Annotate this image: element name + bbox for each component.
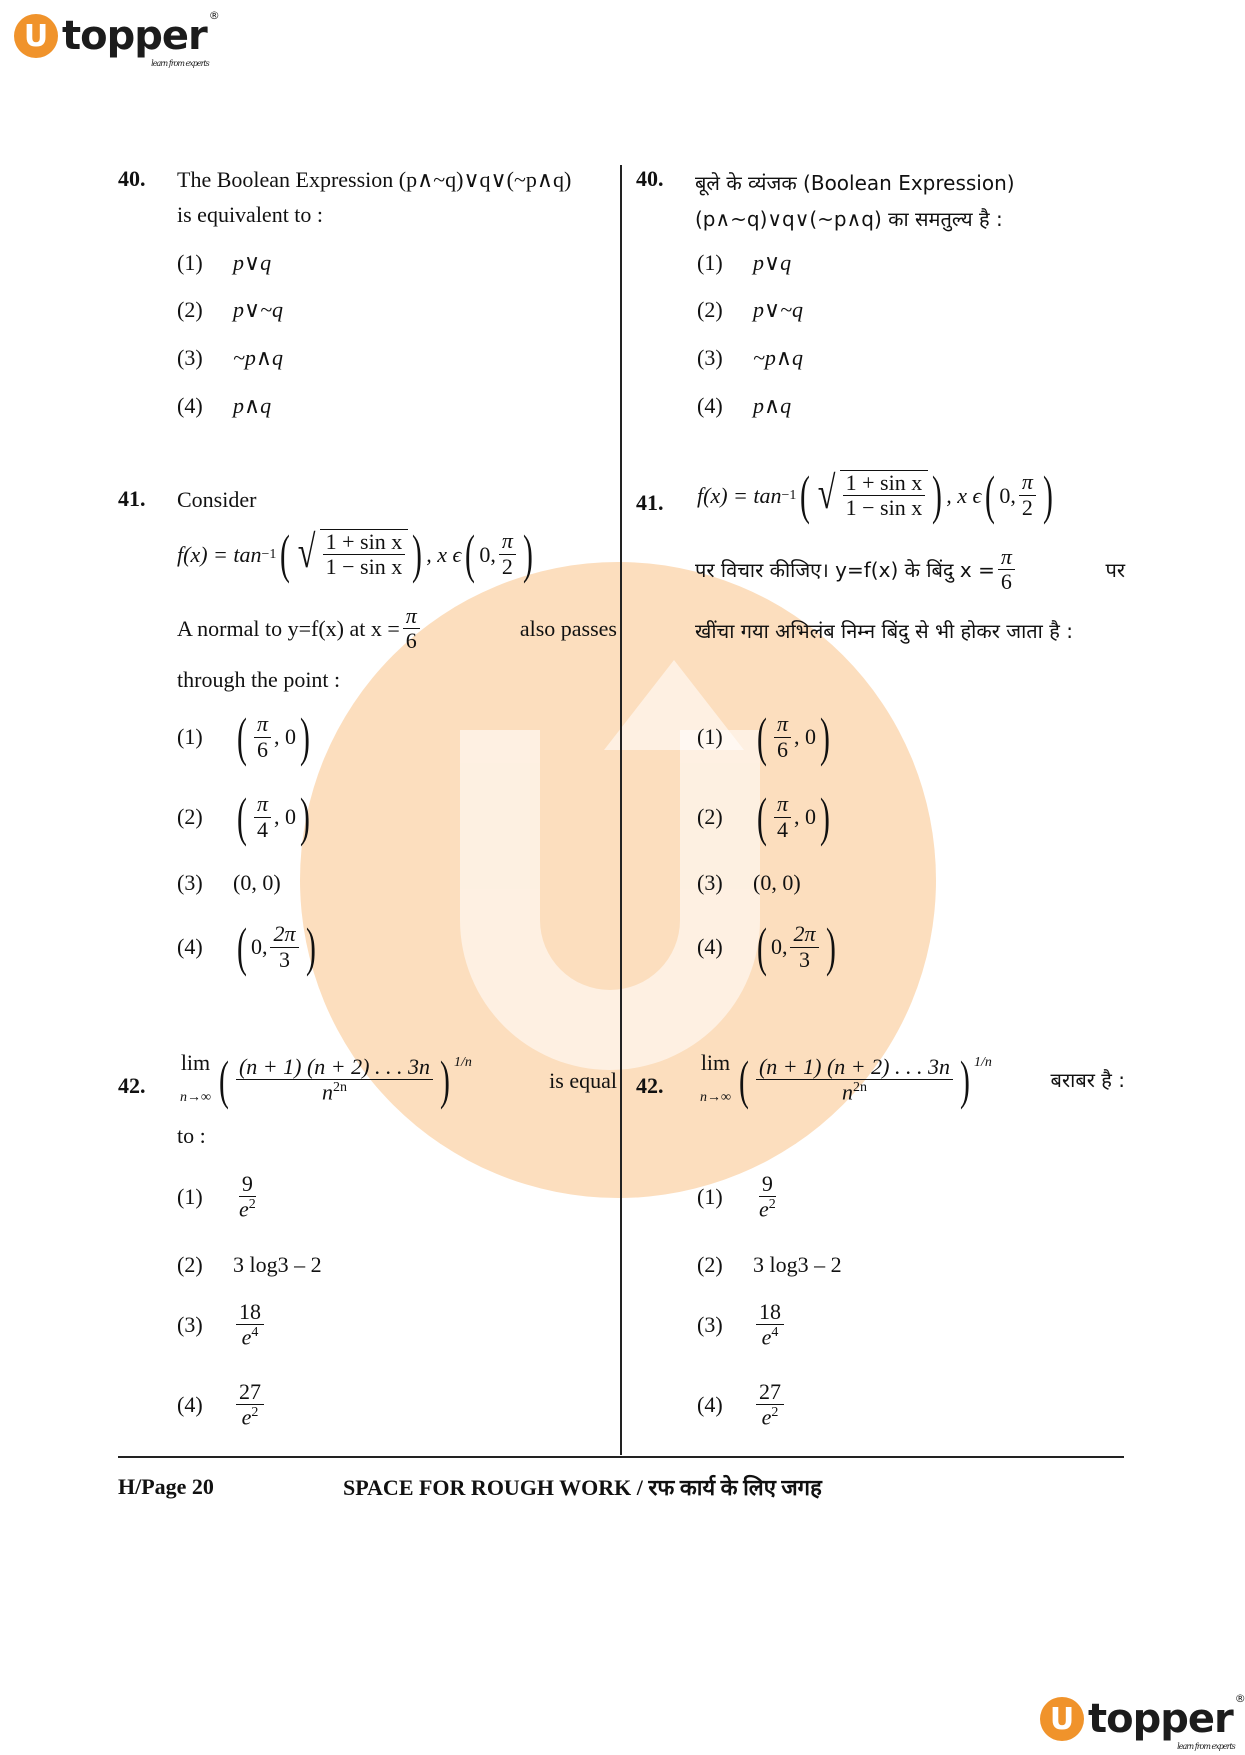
right-paren: ) [412,524,423,584]
q40-number-hi: 40. [636,166,664,191]
opt-den: e [761,1324,772,1350]
also-passes: also passes [519,616,617,642]
domain-left-paren: ( [465,524,476,584]
q40-hi-line2: (p∧~q)∨q∨(~p∧q) का समतुल्य है : [695,207,1003,231]
option-number: (2) [177,804,203,829]
x-den: 6 [1000,569,1012,595]
opt-num: π [254,712,271,737]
opt-head: 0, [770,934,788,959]
q40-hi-option-4[interactable] [697,393,791,419]
opt-num: π [774,792,791,817]
paren-open: ( [757,787,767,847]
limit-left-paren: ( [739,1050,749,1110]
paren-close: ) [305,917,316,977]
limit-denominator-sup: 2n [332,1080,347,1096]
option-number: (4) [177,1391,203,1417]
opt-num: 9 [239,1172,256,1197]
option-number: (1) [697,250,723,275]
option-number: (3) [697,345,723,370]
opt-tail: , 0 [274,724,297,749]
logo-badge-icon: U [1040,1697,1084,1741]
option-number: (4) [177,934,203,959]
q41-option-4[interactable] [177,917,320,977]
opt-den: e [241,1324,252,1350]
q40-number-en: 40. [118,166,146,191]
opt-den-sup: 2 [248,1197,256,1213]
opt-den: e [241,1404,252,1430]
domain-start: 0, [999,482,1016,508]
logo-reg: ® [1234,1692,1245,1705]
q41-hi-option-4[interactable] [697,917,840,977]
q41-hi-line-b: खींचा गया अभिलंब निम्न बिंदु से भी होकर जाता है : [695,619,1073,643]
option-number: (3) [177,345,203,370]
q42-option-1[interactable] [177,1172,262,1222]
q42-to: to : [177,1123,206,1148]
paren-close: ) [300,787,310,847]
option-text: 3 log3 – 2 [233,1252,322,1277]
q41-function-en [177,524,537,584]
paren-open: ( [237,787,247,847]
opt-num: 2π [790,922,818,947]
paren-close: ) [820,707,830,767]
option-number: (3) [177,1311,203,1337]
func-sup: −1 [781,487,797,503]
opt-den: 3 [279,946,290,972]
lim-label: lim [180,1050,211,1075]
q40-line1: The Boolean Expression (p∧~q)∨q∨(~p∧q) [177,167,572,192]
domain-prefix: , x ϵ [946,482,982,508]
logo-name: topper [62,13,207,59]
opt-num: π [774,712,791,737]
q41-lead: Consider [177,487,257,512]
q41-hi-line-a [695,545,1125,594]
opt-den: e [761,1404,772,1430]
q40-option-4[interactable] [177,393,271,419]
q40-text-hi [695,165,1125,237]
logo-badge-icon: U [14,14,58,58]
sqrt-denominator: 1 − sin x [325,554,403,579]
option-text: p∨q [233,250,272,275]
right-paren: ) [932,465,943,525]
opt-num: π [254,792,271,817]
opt-den-sup: 2 [768,1197,776,1213]
limit-numerator: (n + 1) (n + 2) . . . 3n [756,1055,953,1080]
page-number: H/Page 20 [118,1474,214,1499]
q42-number-en: 42. [118,1073,146,1098]
domain-start: 0, [479,541,496,567]
option-text: p∧q [233,393,272,418]
option-number: (2) [177,297,203,322]
left-paren: ( [280,524,291,584]
option-number: (1) [177,724,203,749]
option-number: (2) [177,1252,203,1277]
domain-right-paren: ) [522,524,533,584]
option-text: p∨q [753,250,792,275]
domain-pi: π [1019,470,1036,495]
q42-option-2[interactable] [177,1252,322,1278]
column-divider [620,165,622,1455]
opt-den: 4 [777,816,788,842]
func-label: f(x) = tan [697,482,782,508]
opt-num: 27 [236,1380,264,1405]
option-number: (2) [697,297,723,322]
func-label: f(x) = tan [177,541,262,567]
opt-den: e [759,1196,769,1222]
opt-num: 18 [756,1300,784,1325]
q40-text-en [177,162,617,232]
paren-close: ) [825,917,836,977]
logo-wordmark [62,9,219,68]
option-text: p∧q [753,393,792,418]
q42-hi-option-4[interactable] [697,1380,787,1430]
watermark-u-shape [460,730,760,1070]
paren-open: ( [237,707,247,767]
is-equal: is equal [549,1067,617,1093]
hi-line-a-text: पर विचार कीजिए। y=f(x) के बिंदु x = [695,558,995,583]
q41-number-hi: 41. [636,490,664,515]
opt-tail: , 0 [274,804,297,829]
domain-pi: π [499,529,516,554]
x-den: 6 [405,628,417,654]
sqrt-numerator: 1 + sin x [843,471,926,496]
logo-wordmark [1088,1692,1245,1751]
brand-logo-bottom [1040,1692,1245,1751]
option-text: ~p∧q [233,345,284,370]
opt-den: 6 [257,736,268,762]
lim-label: lim [700,1050,731,1075]
option-number: (1) [697,1183,723,1209]
opt-den: 3 [799,946,810,972]
logo-reg: ® [208,9,219,22]
option-number: (3) [177,870,203,895]
limit-denominator: n [321,1079,333,1105]
limit-denominator-sup: 2n [852,1080,867,1096]
logo-tagline: learn from experts [151,59,209,68]
q40-option-3[interactable] [177,345,283,371]
q40-hi-option-2[interactable] [697,297,803,323]
x-num: π [998,545,1015,570]
option-text: 3 log3 – 2 [753,1252,842,1277]
option-number: (1) [177,250,203,275]
limit-right-paren: ) [960,1050,970,1110]
q41-option-2[interactable] [177,787,314,847]
sqrt-expression [814,466,928,520]
q41-function-hi [697,465,1057,525]
opt-den-sup: 4 [251,1325,259,1341]
limit-left-paren: ( [219,1050,229,1110]
normal-text: A normal to y=f(x) at x = [177,616,400,642]
q41-hi-option-1[interactable] [697,707,834,767]
rough-work-label: SPACE FOR ROUGH WORK / रफ कार्य के लिए जगह [343,1475,822,1500]
opt-tail: , 0 [794,804,817,829]
func-sup: −1 [261,546,277,562]
q42-option-3[interactable] [177,1300,267,1350]
opt-num: 2π [270,922,298,947]
opt-num: 18 [236,1300,264,1325]
paren-close: ) [300,707,310,767]
sqrt-expression [294,525,408,579]
option-text: (0, 0) [233,870,281,895]
opt-num: 9 [759,1172,776,1197]
q40-option-1[interactable] [177,250,271,276]
q42-hi-option-3[interactable] [697,1300,787,1350]
limit-right-paren: ) [440,1050,450,1110]
lim-sub: n→∞ [180,1090,211,1105]
hi-line-a-tail: पर [1105,558,1125,583]
q42-option-4[interactable] [177,1380,267,1430]
domain-right-paren: ) [1042,465,1053,525]
option-number: (4) [177,393,203,418]
left-paren: ( [800,465,811,525]
logo-name: topper [1088,1696,1233,1742]
domain-two: 2 [501,553,513,579]
sqrt-denominator: 1 − sin x [845,495,923,520]
q40-hi-option-3[interactable] [697,345,803,371]
opt-den-sup: 4 [771,1325,779,1341]
q41-normal-line [177,604,617,653]
paren-close: ) [820,787,830,847]
q41-number-en: 41. [118,486,146,511]
option-number: (4) [697,393,723,418]
q41-hi-option-3[interactable] [697,870,801,896]
brand-logo-top [14,9,219,68]
radical-sign: √ [818,466,836,518]
paren-open: ( [757,917,767,977]
logo-tagline: learn from experts [1177,1742,1235,1751]
q41-hi-option-2[interactable] [697,787,834,847]
radical-sign: √ [298,525,316,577]
option-text: p∨~q [233,297,284,322]
q42-limit-en [180,1045,617,1115]
limit-power: 1/n [973,1055,992,1070]
opt-den: 4 [257,816,268,842]
q41-option-1[interactable] [177,707,314,767]
opt-tail: , 0 [794,724,817,749]
opt-head: 0, [250,934,268,959]
lim-sub: n→∞ [700,1090,731,1105]
opt-den: 6 [777,736,788,762]
footer-rule [118,1456,1124,1458]
sqrt-numerator: 1 + sin x [323,530,406,555]
option-text: (0, 0) [753,870,801,895]
q42-hi-option-1[interactable] [697,1172,782,1222]
q42-hi-option-2[interactable] [697,1252,842,1278]
hi-barabar: बराबर है : [1050,1067,1125,1092]
option-number: (4) [697,934,723,959]
domain-prefix: , x ϵ [426,541,462,567]
q40-hi-line1: बूले के व्यंजक (Boolean Expression) [695,171,1015,195]
q40-hi-option-1[interactable] [697,250,791,276]
q40-line2: is equivalent to : [177,202,324,227]
q41-option-3[interactable] [177,870,281,896]
opt-den-sup: 2 [771,1405,779,1421]
option-number: (1) [177,1183,203,1209]
limit-numerator: (n + 1) (n + 2) . . . 3n [236,1055,433,1080]
option-number: (1) [697,724,723,749]
q40-option-2[interactable] [177,297,283,323]
q42-limit-hi [700,1045,1125,1115]
q42-number-hi: 42. [636,1073,664,1098]
domain-two: 2 [1021,494,1033,520]
limit-denominator: n [841,1079,853,1105]
q41-through: through the point : [177,667,341,692]
paren-open: ( [757,707,767,767]
paren-open: ( [237,917,247,977]
option-number: (4) [697,1391,723,1417]
opt-num: 27 [756,1380,784,1405]
domain-left-paren: ( [985,465,996,525]
limit-power: 1/n [453,1055,472,1070]
option-number: (2) [697,1252,723,1277]
option-text: ~p∧q [753,345,804,370]
option-text: p∨~q [753,297,804,322]
option-number: (3) [697,1311,723,1337]
option-number: (2) [697,804,723,829]
x-num: π [403,604,420,629]
option-number: (3) [697,870,723,895]
opt-den: e [239,1196,249,1222]
opt-den-sup: 2 [251,1405,259,1421]
